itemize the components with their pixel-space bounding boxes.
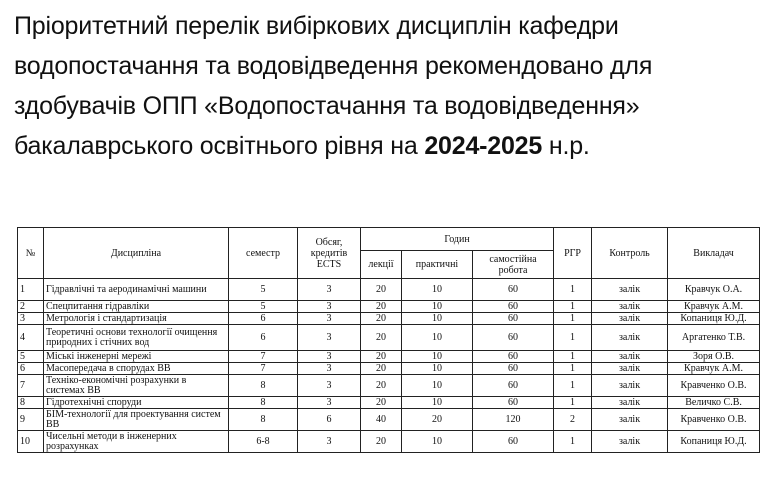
table-row [18,279,760,301]
cell-teacher: Кравчук А.М. [668,363,760,375]
cell-teacher: Величко С.В. [668,397,760,409]
cell-semester: 6-8 [229,431,298,453]
cell-selfwork: 60 [473,375,554,397]
cell-semester: 8 [229,375,298,397]
cell-selfwork: 60 [473,363,554,375]
cell-practical: 10 [402,325,473,351]
table-row [18,397,760,409]
table-row [18,363,760,375]
cell-name: Гідротехнічні споруди [44,397,229,409]
cell-num: 5 [18,351,44,363]
cell-credits: 3 [298,279,361,301]
cell-selfwork: 60 [473,313,554,325]
cell-credits: 3 [298,363,361,375]
cell-num: 8 [18,397,44,409]
heading-text: Пріоритетний перелік вибіркових дисциплін кафедри водопостачання та водовідведення рекомендовано для здобувачів ОПП «Водопостачання та водовідведення» бакалаврського освітнього рівня на [14,12,653,160]
table-row [18,313,760,325]
cell-rgr: 1 [554,375,592,397]
cell-num: 3 [18,313,44,325]
cell-control: залік [592,325,668,351]
cell-selfwork: 60 [473,325,554,351]
cell-practical: 10 [402,397,473,409]
cell-credits: 3 [298,431,361,453]
page-heading [14,6,762,166]
cell-practical: 10 [402,351,473,363]
header-teacher: Викладач [668,228,760,279]
cell-lectures: 20 [361,431,402,453]
cell-practical: 10 [402,375,473,397]
cell-rgr: 2 [554,409,592,431]
cell-rgr: 1 [554,431,592,453]
cell-num: 6 [18,363,44,375]
cell-selfwork: 60 [473,431,554,453]
cell-teacher: Кравчук А.М. [668,301,760,313]
table-row [18,409,760,431]
cell-control: залік [592,397,668,409]
cell-practical: 20 [402,409,473,431]
header-credits: Обсяг, кредитів ECTS [298,228,361,279]
cell-teacher: Копаниця Ю.Д. [668,313,760,325]
cell-selfwork: 120 [473,409,554,431]
cell-teacher: Зоря О.В. [668,351,760,363]
cell-lectures: 20 [361,363,402,375]
cell-name: Масопередача в спорудах ВВ [44,363,229,375]
header-lectures: лекції [361,251,402,279]
cell-semester: 8 [229,409,298,431]
table-row [18,325,760,351]
cell-control: залік [592,279,668,301]
cell-name: БІМ-технології для проектування систем ВВ [44,409,229,431]
cell-name: Спецпитання гідравліки [44,301,229,313]
cell-semester: 5 [229,279,298,301]
cell-teacher: Копаниця Ю.Д. [668,431,760,453]
header-practical: практичні [402,251,473,279]
table-row [18,301,760,313]
header-num: № [18,228,44,279]
cell-num: 7 [18,375,44,397]
cell-practical: 10 [402,313,473,325]
header-discipline: Дисципліна [44,228,229,279]
cell-teacher: Аргатенко Т.В. [668,325,760,351]
disciplines-table-wrapper [17,227,759,453]
cell-rgr: 1 [554,279,592,301]
cell-num: 9 [18,409,44,431]
cell-semester: 6 [229,325,298,351]
cell-rgr: 1 [554,363,592,375]
cell-rgr: 1 [554,351,592,363]
table-row [18,431,760,453]
cell-control: залік [592,431,668,453]
header-rgr: РГР [554,228,592,279]
cell-practical: 10 [402,279,473,301]
cell-semester: 7 [229,351,298,363]
cell-lectures: 20 [361,279,402,301]
cell-control: залік [592,301,668,313]
cell-practical: 10 [402,431,473,453]
cell-lectures: 20 [361,301,402,313]
cell-lectures: 40 [361,409,402,431]
cell-selfwork: 60 [473,279,554,301]
cell-selfwork: 60 [473,397,554,409]
cell-credits: 3 [298,301,361,313]
cell-control: залік [592,313,668,325]
cell-name: Чисельні методи в інженерних розрахунках [44,431,229,453]
header-semester: семестр [229,228,298,279]
cell-semester: 7 [229,363,298,375]
cell-credits: 3 [298,351,361,363]
cell-control: залік [592,375,668,397]
table-body [18,279,760,453]
cell-selfwork: 60 [473,351,554,363]
cell-num: 1 [18,279,44,301]
table-row [18,351,760,363]
cell-name: Метрологія і стандартизація [44,313,229,325]
cell-credits: 6 [298,409,361,431]
cell-credits: 3 [298,397,361,409]
cell-semester: 8 [229,397,298,409]
cell-credits: 3 [298,375,361,397]
cell-control: залік [592,409,668,431]
cell-lectures: 20 [361,351,402,363]
cell-practical: 10 [402,301,473,313]
cell-control: залік [592,351,668,363]
cell-lectures: 20 [361,325,402,351]
header-control: Контроль [592,228,668,279]
heading-year: 2024-2025 [424,132,543,160]
cell-semester: 6 [229,313,298,325]
cell-teacher: Кравченко О.В. [668,409,760,431]
cell-rgr: 1 [554,325,592,351]
header-hours: Годин [361,228,554,251]
cell-name: Теоретичні основи технології очищення природних і стічних вод [44,325,229,351]
cell-teacher: Кравченко О.В. [668,375,760,397]
heading-suffix: н.р. [542,132,590,160]
cell-lectures: 20 [361,375,402,397]
cell-credits: 3 [298,313,361,325]
cell-lectures: 20 [361,313,402,325]
cell-control: залік [592,363,668,375]
cell-num: 4 [18,325,44,351]
disciplines-table [17,227,760,453]
cell-num: 2 [18,301,44,313]
cell-name: Міські інженерні мережі [44,351,229,363]
cell-selfwork: 60 [473,301,554,313]
cell-name: Гідравлічні та аеродинамічні машини [44,279,229,301]
cell-num: 10 [18,431,44,453]
cell-lectures: 20 [361,397,402,409]
cell-rgr: 1 [554,301,592,313]
cell-credits: 3 [298,325,361,351]
cell-rgr: 1 [554,313,592,325]
cell-teacher: Кравчук О.А. [668,279,760,301]
cell-semester: 5 [229,301,298,313]
cell-practical: 10 [402,363,473,375]
table-row [18,375,760,397]
header-selfwork: самостійна робота [473,251,554,279]
cell-name: Техніко-економічні розрахунки в системах ВВ [44,375,229,397]
cell-rgr: 1 [554,397,592,409]
